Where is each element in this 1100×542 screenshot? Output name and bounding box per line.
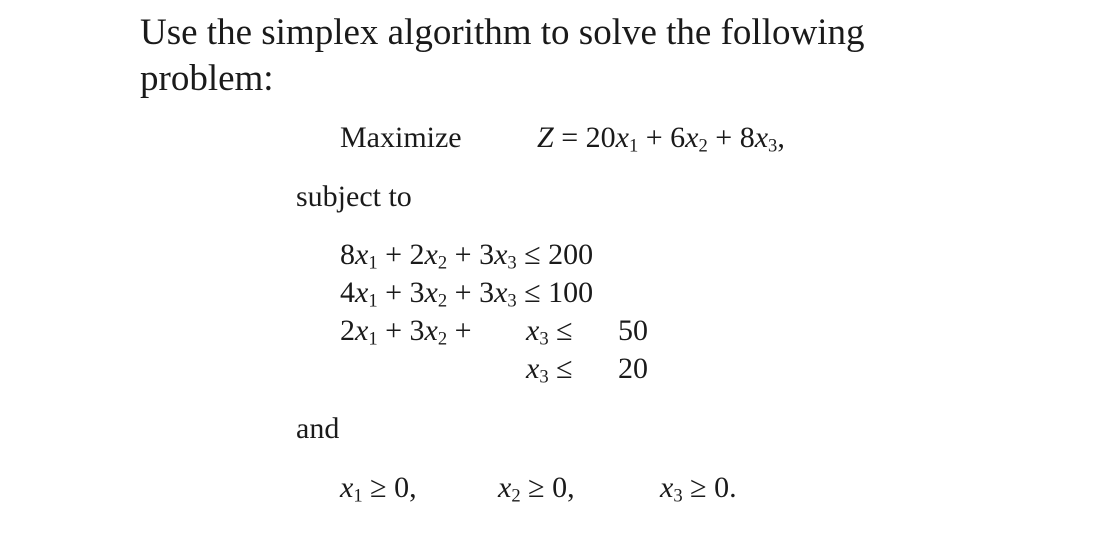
prompt-line-2: problem: [140, 58, 274, 99]
nonnegativity-x1: $x_1 \ge 0$, [340, 471, 417, 507]
prompt-text [140, 10, 864, 102]
objective-function: $Z = 20x_1 + 6x_2 + 8x_3$, [537, 121, 785, 157]
constraint-row: $x_3$ ≤ 20 [526, 352, 648, 388]
nonnegativity-x3: $x_3 \ge 0$. [660, 471, 737, 507]
constraint-row: $4x_1 + 3x_2 + 3x_3 \le 100$ [340, 276, 594, 312]
prompt-line-1: Use the simplex algorithm to solve the following [140, 12, 865, 53]
nonnegativity-x2: $x_2 \ge 0$, [498, 471, 575, 507]
constraints [340, 236, 660, 396]
maximize-label: Maximize [340, 121, 462, 154]
subject-to-label: subject to [296, 180, 412, 213]
constraint-row: $8x_1 + 2x_2 + 3x_3 \le 200$ [340, 238, 594, 274]
and-label: and [296, 412, 340, 445]
constraint-row: $2x_1 + 3x_2$ + $x_3$ ≤ 50 [340, 314, 648, 350]
